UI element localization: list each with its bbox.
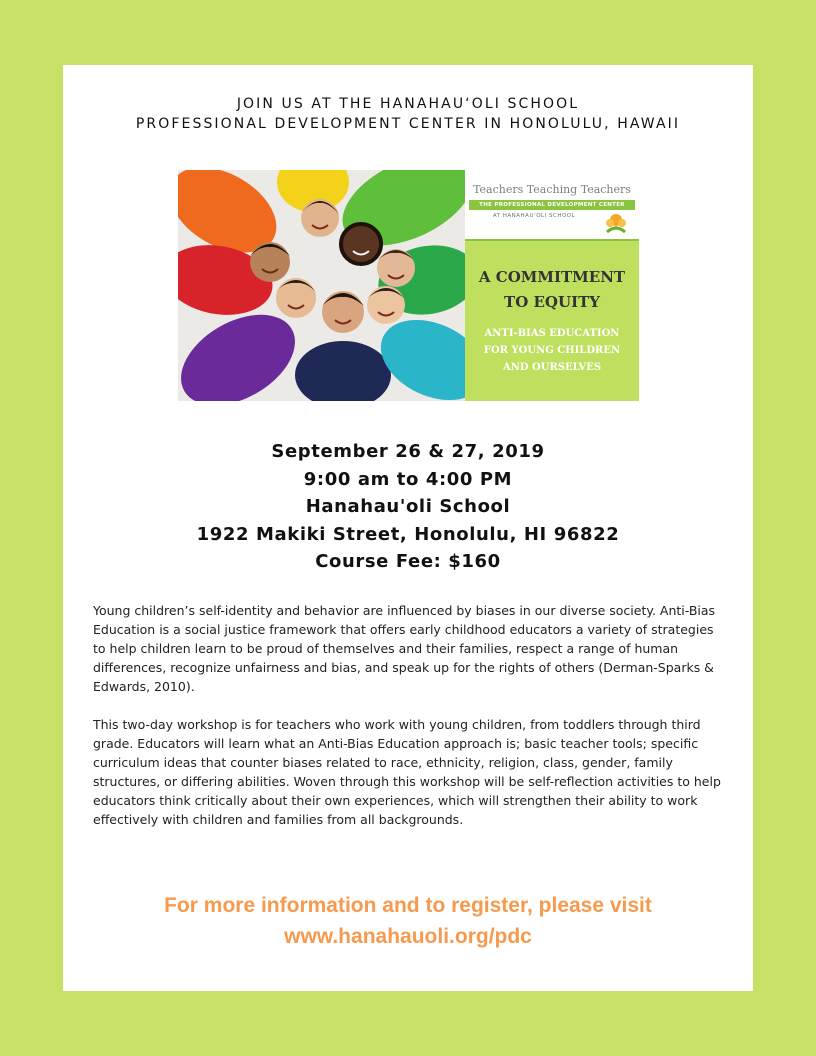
children-circle-photo [178, 170, 465, 401]
commitment-box [465, 241, 639, 401]
subtitle-line-2: FOR YOUNG CHILDREN [483, 345, 621, 356]
children-illustration [178, 170, 465, 401]
flower-icon [601, 210, 631, 236]
banner-headline [465, 265, 639, 315]
logo-title: Teachers Teaching Teachers [473, 183, 631, 196]
headline-line-2: TO EQUITY [504, 293, 600, 311]
pdc-logo [465, 170, 639, 241]
event-venue: Hanahau'oli School [305, 496, 511, 517]
subtitle-line-3: AND OURSELVES [502, 362, 602, 373]
event-time: 9:00 am to 4:00 PM [303, 468, 513, 490]
headline-line-1: A COMMITMENT [478, 268, 626, 286]
logo-strip: THE PROFESSIONAL DEVELOPMENT CENTER [469, 200, 635, 210]
call-to-action [63, 890, 753, 952]
event-address: 1922 Makiki Street, Honolulu, HI 96822 [196, 523, 620, 545]
description-paragraph-1: Young children’s self-identity and behavior are influenced by biases in our diverse society. Anti-Bias Education is a social justice framework that offers early childhood educators a variety of strategies to help children learn to be proud of themselves and their families, respect a range of human differences, recognize unfairness and bias, and speak up for the rights of others (Derman-Sparks & Edwards, 2010). [93, 603, 716, 694]
banner-subtitle [465, 325, 639, 376]
header-line-1: JOIN US AT THE HANAHAU‘OLI SCHOOL [236, 96, 580, 112]
header-line-2: PROFESSIONAL DEVELOPMENT CENTER IN HONOLULU, HAWAII [135, 116, 681, 132]
event-details [63, 438, 753, 576]
cta-link[interactable]: www.hanahauoli.org/pdc [284, 925, 532, 948]
description-paragraph-2: This two-day workshop is for teachers who work with young children, from toddlers through third grade. Educators will learn what an Anti-Bias Education approach is; basic teacher tools; specific curriculum ideas that counter biases related to race, ethnicity, religion, class, gender, family structures, or differing abilities. Woven through this workshop will be self-reflection activities to help educators think critically about their own experiences, which will strengthen their ability to work effectively with children and families from all backgrounds. [93, 717, 721, 827]
subtitle-line-1: ANTI-BIAS EDUCATION [484, 328, 620, 339]
logo-subtitle: AT HANAHAU‘OLI SCHOOL [492, 213, 576, 219]
cta-text: For more information and to register, please visit [164, 894, 652, 917]
event-date: September 26 & 27, 2019 [271, 441, 545, 462]
program-title-panel [465, 170, 639, 401]
flyer-card [63, 65, 753, 991]
header [63, 94, 753, 134]
event-fee: Course Fee: $160 [315, 551, 501, 572]
banner-image [178, 170, 639, 401]
